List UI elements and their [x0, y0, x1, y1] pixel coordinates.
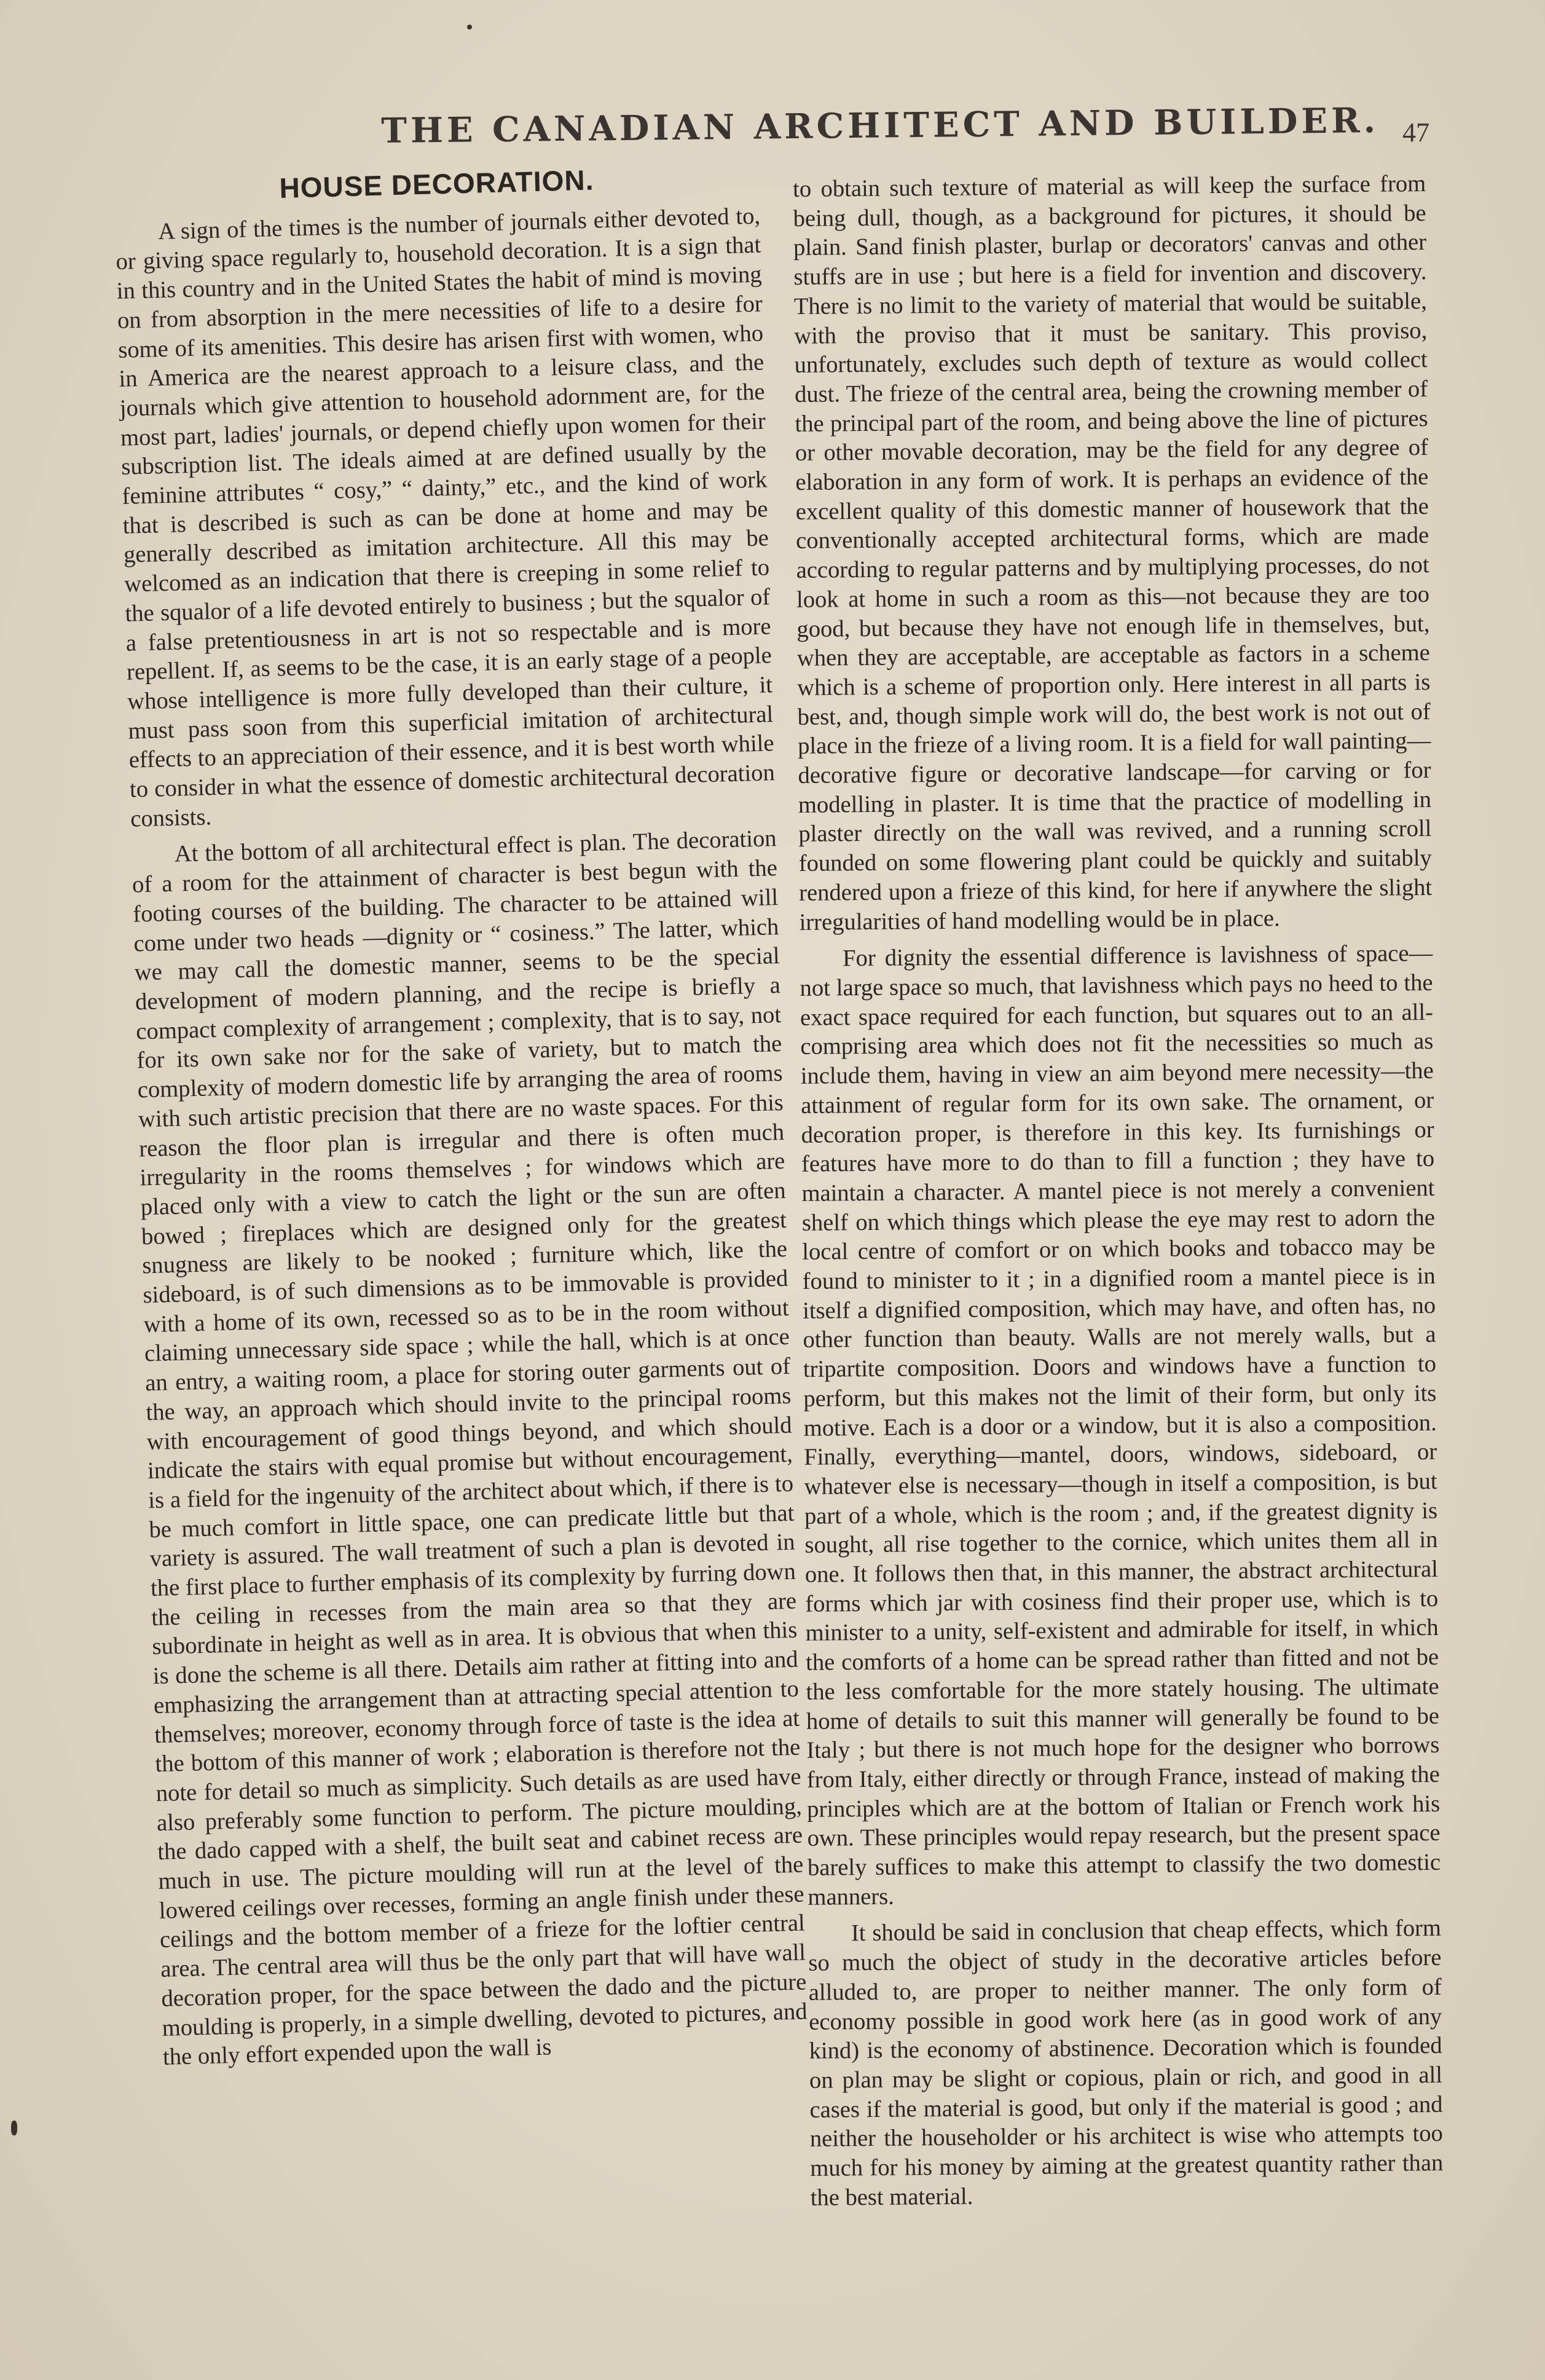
ink-speck — [467, 25, 472, 30]
paragraph-left-2: At the bottom of all architectural effect is plan. The decoration of a room for the attainment of character is best begun with the footing courses of the building. The character to be attained will come under two heads —dignity or “ cosiness.” The latter, which we may call the domestic manner, seems to be the special development of modern planning, and the recipe is briefly a compact complexity of arrangement ; complexity, that is to say, not for its own sake nor for the sake of variety, but to match the complexity of modern domestic life by arranging the area of rooms with such artistic precision that there are no waste spaces. For this reason the floor plan is irregular and there is often much irregularity in the rooms themselves ; for windows which are placed only with a view to catch the light or the sun are often bowed ; fireplaces which are designed only for the greatest snugness are likely to be nooked ; furniture which, like the sideboard, is of such dimensions as to be immovable is provided with a home of its own, recessed so as to be in the room without claiming unnecessary side space ; while the hall, which is at once an entry, a waiting room, a place for storing outer garments out of the way, an approach which should invite to the principal rooms with encouragement of good things beyond, and which should indicate the stairs with equal promise but without encouragement, is a field for the ingenuity of the architect about which, if there is to be much comfort in little space, one can predicate little but that variety is assured. The wall treatment of such a plan is devoted in the first place to further emphasis of its complexity by furring down the ceiling in recesses from the main area so that they are subordinate in height as well as in area. It is obvious that when this is done the scheme is all there. Details aim rather at fitting into and emphasizing the arrangement than at attracting special attention to themselves; moreover, economy through force of taste is the idea at the bottom of this manner of work ; elaboration is therefore not the note for detail so much as simplicity. Such details as are used have also preferably some function to perform. The picture moulding, the dado capped with a shelf, the built seat and cabinet recess are much in use. The picture moulding will run at the level of the lowered ceilings over recesses, forming an angle finish under these ceilings and the bottom member of a frieze for the loftier central area. The central area will thus be the only part that will have wall decoration proper, for the space between the dado and the picture moulding is properly, in a simple dwelling, devoted to pictures, and the only effort expended upon the wall is — [132, 826, 808, 2071]
paragraph-right-3: It should be said in conclusion that cheap effects, which form so much the object of study in the decorative articles before alluded to, are proper to neither manner. The only form of economy possible in good work here (as in good work of any kind) is the economy of abstinence. Decoration which is founded on plan may be slight or copious, plain or rich, and good in all cases if the material is good, but only if the material is good ; and neither the householder or his architect is wise who attempts too much for his money by aiming at the greatest quantity rather than the best material. — [808, 1915, 1444, 2211]
page-number: 47 — [1402, 117, 1429, 148]
paragraph-right-2: For dignity the essential difference is lavishness of space—not large space so much, that lavishness which pays no heed to the exact space required for each function, but squares out to an all-comprising area which does not fit the necessities so much as include them, having in view an aim beyond mere necessity—the attainment of regular form for its own sake. The ornament, or decoration proper, is therefore in this key. Its furnishings or features have more to do than to fill a function ; they have to maintain a character. A mantel piece is not merely a convenient shelf on which things which please the eye may rest to adorn the local centre of comfort or on which books and tobacco may be found to minister to it ; in a dignified room a mantel piece is in itself a dignified composition, which may have, and often has, no other function than beauty. Walls are not merely walls, but a tripartite composition. Doors and windows have a function to perform, but this makes not the limit of their form, but only its motive. Each is a door or a window, but it is also a composition. Finally, everything—mantel, doors, windows, sideboard, or whatever else is necessary—though in itself a composition, is but part of a whole, which is the room ; and, if the greatest dignity is sought, all rise together to the cornice, which unites them all in one. It follows then that, in this manner, the abstract architectural forms which jar with cosiness find their proper use, which is to minister to a unity, self-existent and admirable for itself, in which the comforts of a home can be spread rather than fitted and not be the less comfortable for the more stately housing. The ultimate home of details to suit this manner will generally be found to be Italy ; but there is not much hope for the designer who borrows from Italy, either directly or through France, instead of making the principles which are at the bottom of Italian or French work his own. These principles would repay research, but the present space barely suffices to make this attempt to classify the two domestic manners. — [800, 940, 1441, 1910]
paragraph-left-1: A sign of the times is the number of journals either devoted to, or giving space regularly to, household decoration. It is a sign that in this country and in the United States the habit of mind is moving on from absorption in the mere necessities of life to a desire for some of its amenities. This desire has arisen first with women, who in America are the nearest approach to a leisure class, and the journals which give attention to household adornment are, for the most part, ladies' journals, or depend chiefly upon women for their subscription list. The ideals aimed at are defined usually by the feminine attributes “ cosy,” “ dainty,” etc., and the kind of work that is described is such as can be done at home and may be generally described as imitation architecture. All this may be welcomed as an indication that there is creeping in some relief to the squalor of a life devoted entirely to business ; but the squalor of a false pretentiousness in art is not so respectable and is more repellent. If, as seems to be the case, it is an early stage of a people whose intelligence is more fully developed than their culture, it must pass soon from this superficial imitation of architectural effects to an appreciation of their essence, and it is best worth while to consider in what the essence of domestic architectural decoration consists. — [116, 203, 776, 832]
ink-speck — [11, 2121, 17, 2135]
article-title: HOUSE DECORATION. — [278, 164, 594, 204]
right-column — [793, 170, 1444, 2213]
left-column — [114, 162, 808, 2073]
paragraph-right-1: to obtain such texture of material as will keep the surface from being dull, though, as a background for pictures, it should be plain. Sand finish plaster, burlap or decorators' canvas and other stuffs are in use ; but here is a field for invention and discovery. There is no limit to the variety of material that would be suitable, with the proviso that it must be sanitary. This proviso, unfortunately, excludes such depth of texture as would collect dust. The frieze of the central area, being the crowning member of the principal part of the room, and being above the line of pictures or other movable decoration, may be the field for any degree of elaboration in any form of work. It is perhaps an evidence of the excellent quality of this domestic manner of housework that the conventionally accepted architectural forms, which are made according to regular patterns and by multiplying processes, do not look at home in such a room as this—not because they are too good, but because they have not enough life in themselves, but, when they are acceptable, are acceptable as factors in a scheme which is a scheme of proportion only. Here interest in all parts is best, and, though simple work will do, the best work is not out of place in the frieze of a living room. It is a field for wall painting—decorative figure or decorative landscape—for carving or for modelling in plaster. It is time that the practice of modelling in plaster directly on the wall was revived, and a running scroll founded on some flowering plant could be quickly and suitably rendered upon a frieze of this kind, for here if anywhere the slight irregularities of hand modelling would be in place. — [793, 171, 1433, 936]
masthead: THE CANADIAN ARCHITECT AND BUILDER. — [381, 100, 1380, 151]
